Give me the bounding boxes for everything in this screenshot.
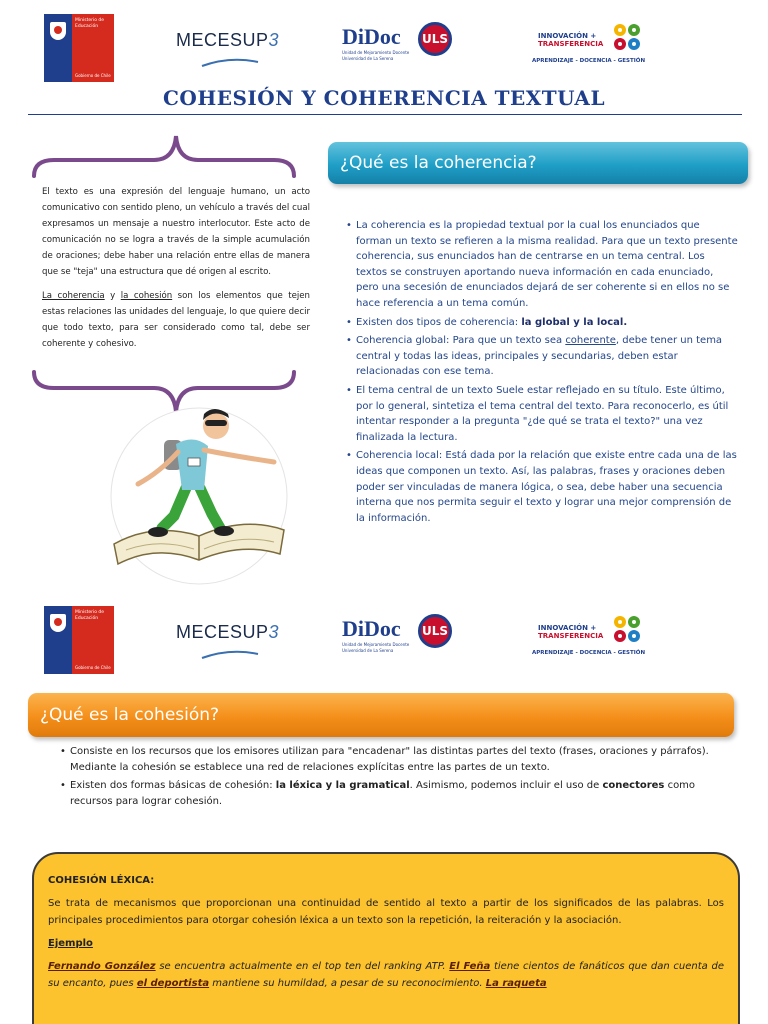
uls-seal-icon: ULS [418,614,452,648]
mecesup-swoosh-icon [200,648,260,662]
mineduc-line1: Ministerio de [75,610,105,615]
list-item: • Existen dos formas básicas de cohesión: la léxica y la gramatical. Asimismo, podemos incluir el uso de conectores como recursos para lograr cohesión. [60,778,720,811]
innovacion-logo: INNOVACIÓN + TRANSFERENCIA APRENDIZAJE - DOCENCIA - GESTIÓN [530,20,646,72]
brace-top-icon [30,130,298,180]
cohesion-list [60,744,720,812]
didoc-logo: DiDoc ULS Unidad de Mejoramiento Docente Universidad de La Serena [342,616,409,654]
gears-icon [610,614,646,648]
mineduc-line1: Ministerio de [75,18,105,23]
logo-row-top [0,12,768,82]
cohesion-header: ¿Qué es la cohesión? [28,693,734,737]
list-item: • El tema central de un texto Suele estar reflejado en su título. Este último, por lo general, sintetiza el tema central del texto. Para reconocerlo, es útil intentar responder a la pregunta "¿de qué se trata el texto?" una vez finalizada la lectura. [346,383,738,445]
mineduc-line2: Educación [75,23,99,29]
logo-row-middle [0,604,768,674]
lexica-heading: COHESIÓN LÉXICA: [48,875,155,886]
didoc-logo: DiDoc ULS Unidad de Mejoramiento Docente Universidad de La Serena [342,24,409,62]
cohesion-lexica-box [32,852,740,1024]
intro-paragraph-2: La coherencia y la cohesión son los elementos que tejen estas relaciones las unidades del lenguaje, lo que quiere decir que todo texto, para ser considerado como tal, debe ser coherente y cohesivo. [42,291,310,349]
mineduc-logo [44,14,114,82]
chile-shield-icon [50,22,66,40]
page-title: COHESIÓN Y COHERENCIA TEXTUAL [163,86,605,110]
chile-shield-icon [50,614,66,632]
ejemplo-label: Ejemplo [48,938,93,949]
intro-text [42,184,310,352]
gears-icon [610,22,646,56]
coherencia-list [346,218,738,529]
mineduc-line2: Educación [75,615,99,621]
mecesup-logo: MECESUP3 [176,622,280,642]
title-divider [28,114,742,115]
boy-on-book-illustration [104,404,294,588]
mineduc-logo [44,606,114,674]
coherencia-header: ¿Qué es la coherencia? [328,142,748,184]
ejemplo-text: Fernando González se encuentra actualmente en el top ten del ranking ATP. El Feña tiene cientos de fanáticos que dan cuenta de su encanto, pues el deportista mantiene su humildad, a pesar de su reconocimiento. La raqueta [48,961,724,989]
list-item: • Coherencia global: Para que un texto sea coherente, debe tener un tema central y todas las ideas, principales y secundarias, deben estar relacionadas con ese tema. [346,333,738,380]
mineduc-gob: Gobierno de Chile [75,72,111,78]
list-item: • Consiste en los recursos que los emisores utilizan para "encadenar" las distintas partes del texto (frases, oraciones y párrafos). Mediante la cohesión se establece una red de relaciones explícitas entre las partes de un texto. [60,744,720,777]
list-item: • Existen dos tipos de coherencia: la global y la local. [346,315,738,331]
mecesup-logo: MECESUP3 [176,30,280,50]
intro-paragraph-1: El texto es una expresión del lenguaje humano, un acto comunicativo con sentido pleno, un vehículo a través del cual expresamos un mensaje a nuestro interlocutor. Este acto de comunicación no se logra a través de la simple acumulación de oraciones; debe haber una relación entre ellas de manera que se "teja" una estructura que dé origen al escrito. [42,187,310,277]
lexica-paragraph: Se trata de mecanismos que proporcionan una continuidad de sentido al texto a partir de los significados de las palabras. Los principales procedimientos para otorgar cohesión léxica a un texto son la repetición, la reiteración y la asociación. [48,898,724,926]
mecesup-swoosh-icon [200,56,260,70]
list-item: • Coherencia local: Está dada por la relación que existe entre cada una de las ideas que componen un texto. Así, las palabras, frases y oraciones deben poder ser vinculadas de manera lógica, o sea, debe haber una secuencia interna que nos permita seguir el texto y lograr una mejor comprensión de la información. [346,448,738,526]
innovacion-logo: INNOVACIÓN + TRANSFERENCIA APRENDIZAJE - DOCENCIA - GESTIÓN [530,612,646,664]
mineduc-gob: Gobierno de Chile [75,664,111,670]
uls-seal-icon: ULS [418,22,452,56]
list-item: • La coherencia es la propiedad textual por la cual los enunciados que forman un texto se refieren a la misma realidad. Para que un texto presente coherencia, sus enunciados han de centrarse en un tema central. Los textos se construyen aportando nueva información en cada enunciado, pero una secesión de enunciados dejará de ser coherente si en ellos no se hace referencia a un tema común. [346,218,738,312]
